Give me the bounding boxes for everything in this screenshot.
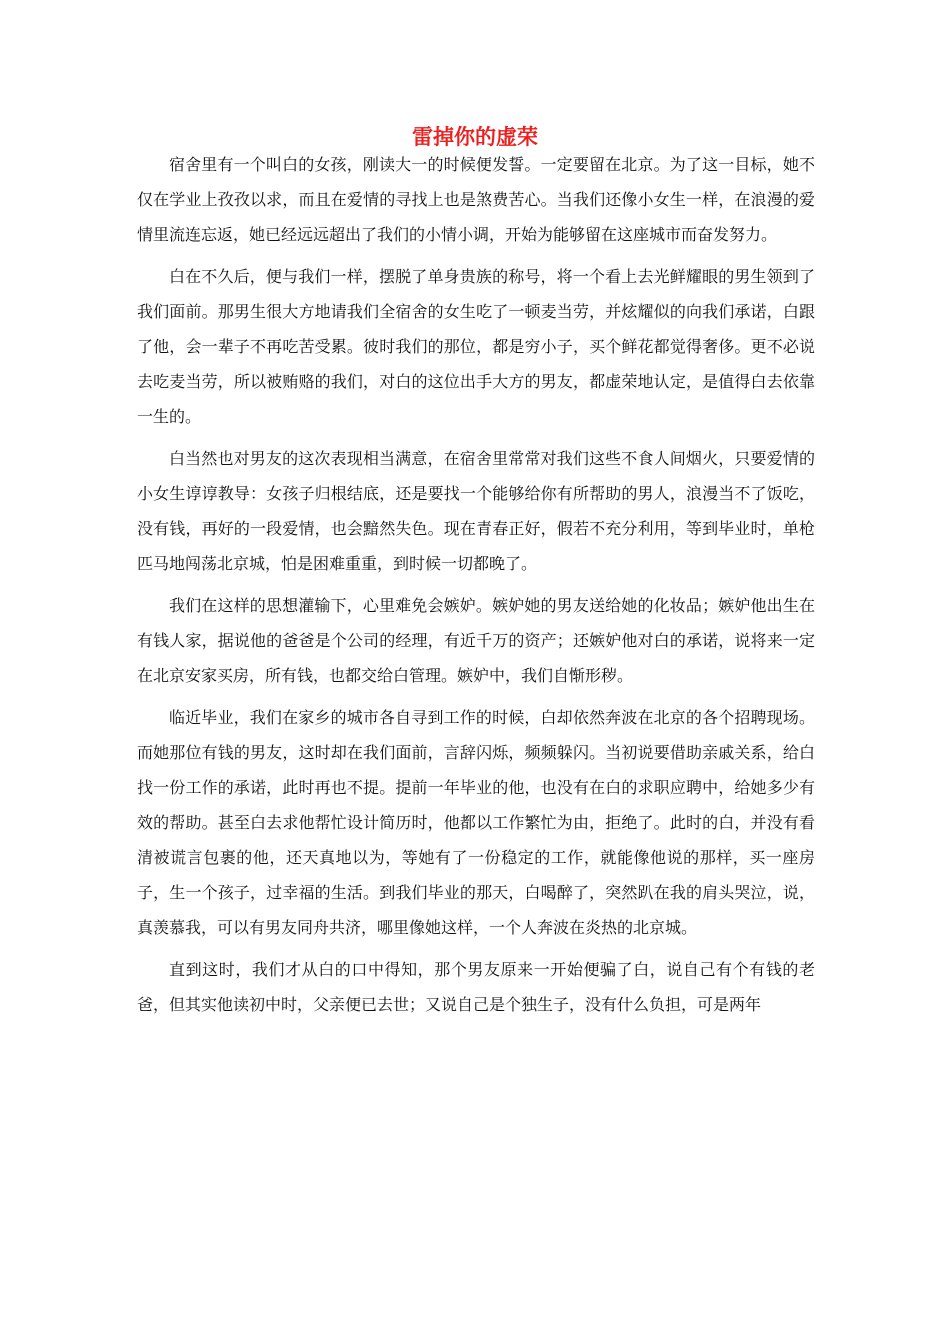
paragraph-6: 直到这时，我们才从白的口中得知，那个男友原来一开始便骗了白，说自己有个有钱的老爸，但其实他读初中时，父亲便已去世；又说自己是个独生子，没有什么负担，可是两年 — [137, 960, 815, 1014]
paragraph-1: 宿舍里有一个叫白的女孩，刚读大一的时候便发誓。一定要留在北京。为了这一目标，她不仅在学业上孜孜以求，而且在爱情的寻找上也是煞费苦心。当我们还像小女生一样，在浪漫的爱情里流连忘返，她已经远远超出了我们的小情小调，开始为能够留在这座城市而奋发努力。 — [137, 155, 815, 244]
paragraph-4: 我们在这样的思想灌输下，心里难免会嫉妒。嫉妒她的男友送给她的化妆品；嫉妒他出生在有钱人家，据说他的爸爸是个公司的经理，有近千万的资产；还嫉妒他对白的承诺，说将来一定在北京安家买房，所有钱，也都交给白管理。嫉妒中，我们自惭形秽。 — [137, 596, 815, 685]
article-body — [137, 147, 815, 1029]
paragraph-3: 白当然也对男友的这次表现相当满意，在宿舍里常常对我们这些不食人间烟火，只要爱情的小女生谆谆教导：女孩子归根结底，还是要找一个能够给你有所帮助的男人，浪漫当不了饭吃，没有钱，再好的一段爱情，也会黯然失色。现在青春正好，假若不充分利用，等到毕业时，单枪匹马地闯荡北京城，怕是困难重重，到时候一切都晚了。 — [137, 449, 815, 573]
paragraph-2: 白在不久后，便与我们一样，摆脱了单身贵族的称号，将一个看上去光鲜耀眼的男生领到了我们面前。那男生很大方地请我们全宿舍的女生吃了一顿麦当劳，并炫耀似的向我们承诺，白跟了他，会一辈子不再吃苦受累。彼时我们的那位，都是穷小子，买个鲜花都觉得奢侈。更不必说去吃麦当劳，所以被贿赂的我们，对白的这位出手大方的男友，都虚荣地认定，是值得白去依靠一生的。 — [137, 267, 815, 426]
page-title: 雷掉你的虚荣 — [412, 124, 538, 149]
paragraph-5: 临近毕业，我们在家乡的城市各自寻到工作的时候，白却依然奔波在北京的各个招聘现场。而她那位有钱的男友，这时却在我们面前，言辞闪烁，频频躲闪。当初说要借助亲戚关系，给白找一份工作的承诺，此时再也不提。提前一年毕业的他，也没有在白的求职应聘中，给她多少有效的帮助。甚至白去求他帮忙设计简历时，他都以工作繁忙为由，拒绝了。此时的白，并没有看清被谎言包裹的他，还天真地以为，等她有了一份稳定的工作，就能像他说的那样，买一座房子，生一个孩子，过幸福的生活。到我们毕业的那天，白喝醉了，突然趴在我的肩头哭泣，说，真羡慕我，可以有男友同舟共济，哪里像她这样，一个人奔波在炎热的北京城。 — [137, 708, 815, 937]
